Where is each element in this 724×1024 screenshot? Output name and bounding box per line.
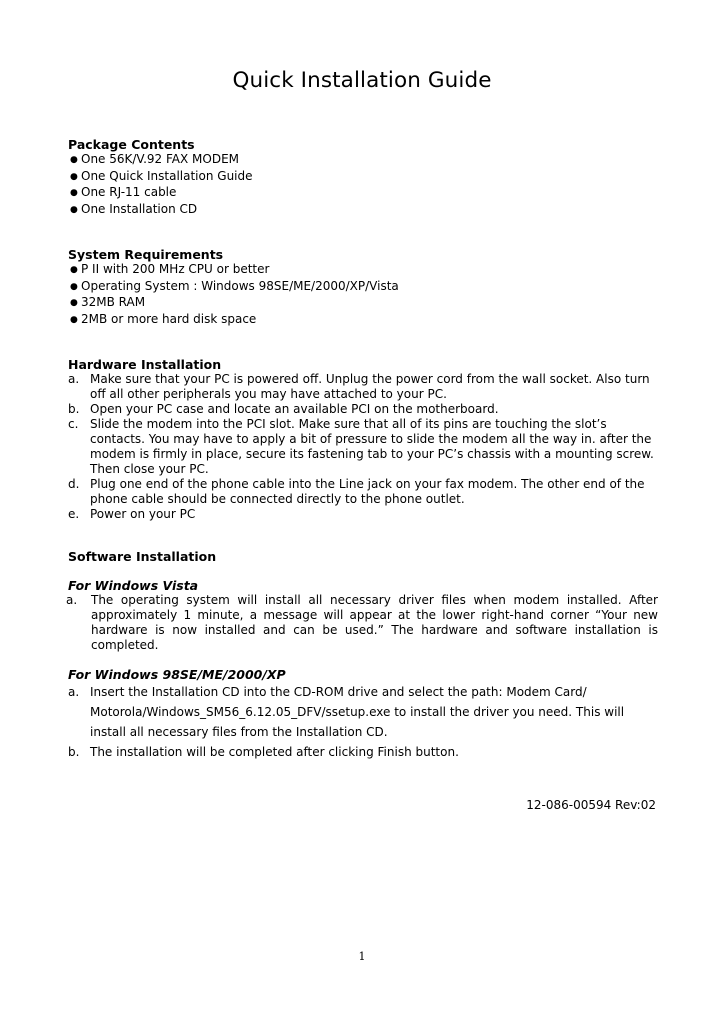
list-item: a. Insert the Installation CD into the CD-ROM drive and select the path: Modem Card/ Motorola/Windows_SM56_6.12.05_DFV/ssetup.exe to install the driver you need. This will install all necessary files from the Installation CD. [68, 685, 625, 739]
bullet-icon: ● [70, 281, 78, 292]
list-item: c. Slide the modem into the PCI slot. Make sure that all of its pins are touching the slot’s contacts. You may have to apply a bit of pressure to slide the modem all the way in. after the modem is firmly in place, secure its fastening tab to your PC’s chassis with a mounting screw. Then close your PC. [68, 417, 654, 476]
list-item: ● One RJ-11 cable [70, 184, 253, 201]
legacy-windows-steps [68, 682, 658, 762]
bullet-icon: ● [70, 298, 78, 308]
list-item: ● One 56K/V.92 FAX MODEM [70, 151, 253, 168]
list-item: b. The installation will be completed after clicking Finish button. [68, 745, 459, 759]
list-item: a. Make sure that your PC is powered off. Unplug the power cord from the wall socket. Also turn off all other peripherals you may have attached to your PC. [68, 372, 650, 401]
bullet-icon: ● [70, 155, 78, 165]
package-contents-list [70, 151, 253, 217]
list-item: ● Operating System : Windows 98SE/ME/2000/XP/Vista [70, 278, 399, 295]
list-item: d. Plug one end of the phone cable into the Line jack on your fax modem. The other end of the phone cable should be connected directly to the phone outlet. [68, 477, 645, 506]
bullet-icon: ● [70, 265, 78, 275]
vista-subheading: For Windows Vista [68, 578, 199, 593]
list-item: ● 2MB or more hard disk space [70, 311, 399, 328]
hardware-installation-heading: Hardware Installation [68, 357, 222, 372]
list-item: a. The operating system will install all necessary driver files when modem installed. After approximately 1 minute, a message will appear at the lower right-hand corner “Your new hardware is now installed and can be used.” The hardware and software installation is completed. [66, 593, 658, 652]
revision-code: 12-086-00594 Rev:02 [526, 798, 656, 812]
list-item: ● One Quick Installation Guide [70, 168, 253, 185]
page-number: 1 [358, 950, 366, 963]
bullet-icon: ● [70, 171, 78, 182]
bullet-icon: ● [70, 188, 78, 198]
software-installation-heading: Software Installation [68, 549, 217, 564]
package-contents-heading: Package Contents [68, 137, 195, 152]
list-item: ● One Installation CD [70, 201, 253, 218]
list-item: ● P II with 200 MHz CPU or better [70, 261, 399, 278]
bullet-icon: ● [70, 204, 78, 215]
list-item: b. Open your PC case and locate an available PCI on the motherboard. [68, 402, 499, 416]
hardware-installation-steps [68, 372, 658, 522]
page-title: Quick Installation Guide [232, 68, 492, 93]
bullet-icon: ● [70, 314, 78, 325]
list-item: ● 32MB RAM [70, 294, 399, 311]
system-requirements-list [70, 261, 399, 327]
legacy-windows-subheading: For Windows 98SE/ME/2000/XP [68, 667, 286, 682]
vista-steps [66, 593, 658, 653]
system-requirements-heading: System Requirements [68, 247, 224, 262]
list-item: e. Power on your PC [68, 507, 196, 521]
